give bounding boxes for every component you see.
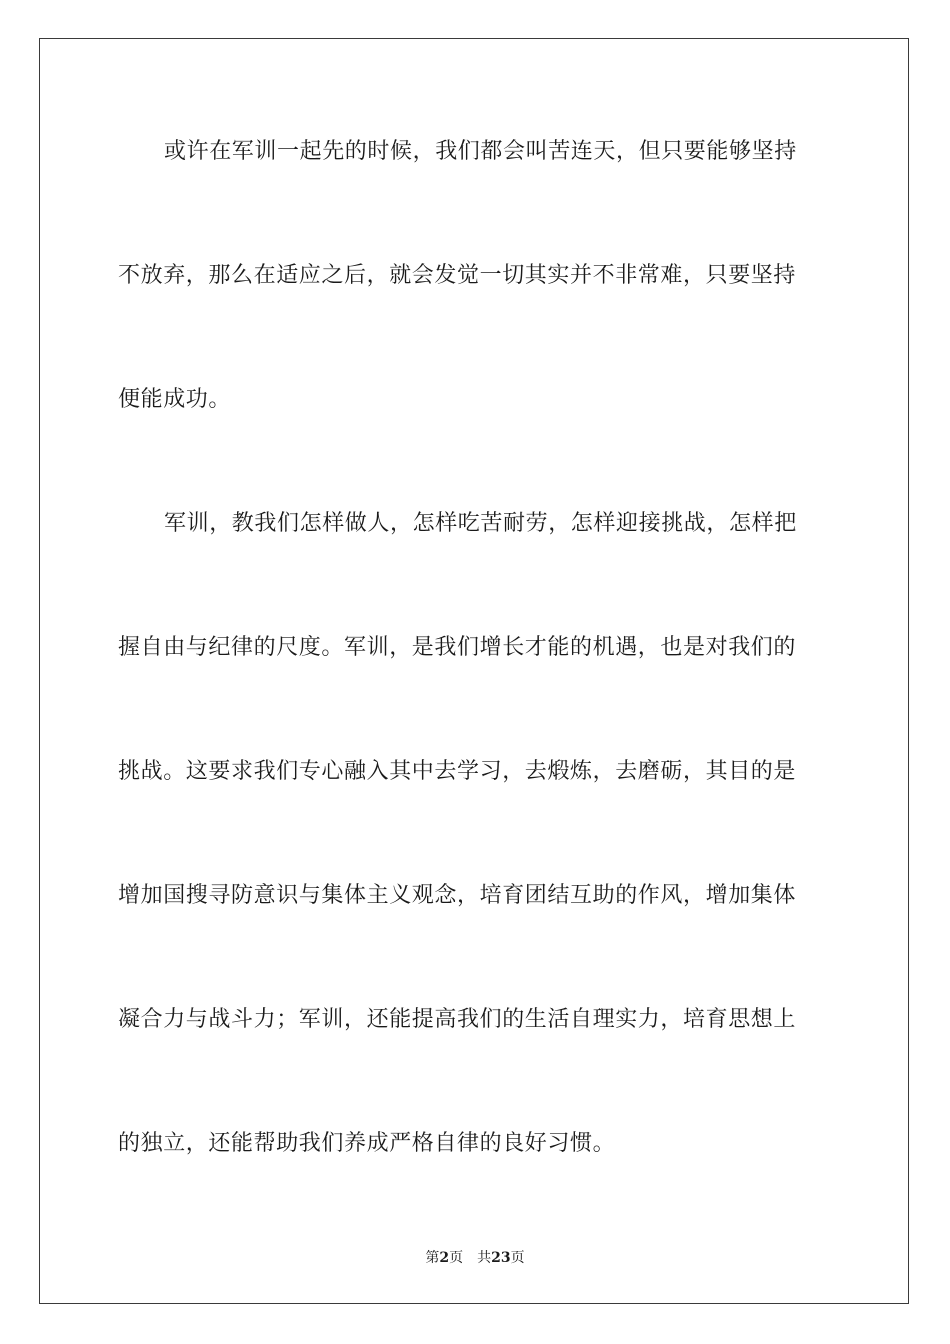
page-number: 2 xyxy=(439,1250,450,1266)
paragraph-line: 挑战。这要求我们专心融入其中去学习，去煅炼，去磨砺，其目的是 xyxy=(118,759,797,784)
page-suffix: 页 xyxy=(449,1250,464,1266)
paragraph-line: 的独立，还能帮助我们养成严格自律的良好习惯。 xyxy=(118,1131,616,1156)
page-prefix: 第 xyxy=(425,1250,440,1266)
paragraph-line: 不放弃，那么在适应之后，就会发觉一切其实并不非常难，只要坚持 xyxy=(118,263,797,288)
paragraph-line: 增加国搜寻防意识与集体主义观念，培育团结互助的作风，增加集体 xyxy=(118,883,797,908)
paragraph-line: 或许在军训一起先的时候，我们都会叫苦连天，但只要能够坚持 xyxy=(164,139,797,164)
total-prefix: 共 xyxy=(477,1250,492,1266)
page-border xyxy=(39,38,909,1304)
paragraph-line: 军训，教我们怎样做人，怎样吃苦耐劳，怎样迎接挑战，怎样把 xyxy=(164,511,797,536)
paragraph-line: 凝合力与战斗力；军训，还能提高我们的生活自理实力，培育思想上 xyxy=(118,1007,797,1032)
total-suffix: 页 xyxy=(510,1250,525,1266)
total-pages: 23 xyxy=(491,1250,511,1266)
paragraph-line: 便能成功。 xyxy=(118,387,232,412)
paragraph-line: 握自由与纪律的尺度。军训，是我们增长才能的机遇，也是对我们的 xyxy=(118,635,797,660)
page-footer xyxy=(0,1248,950,1268)
